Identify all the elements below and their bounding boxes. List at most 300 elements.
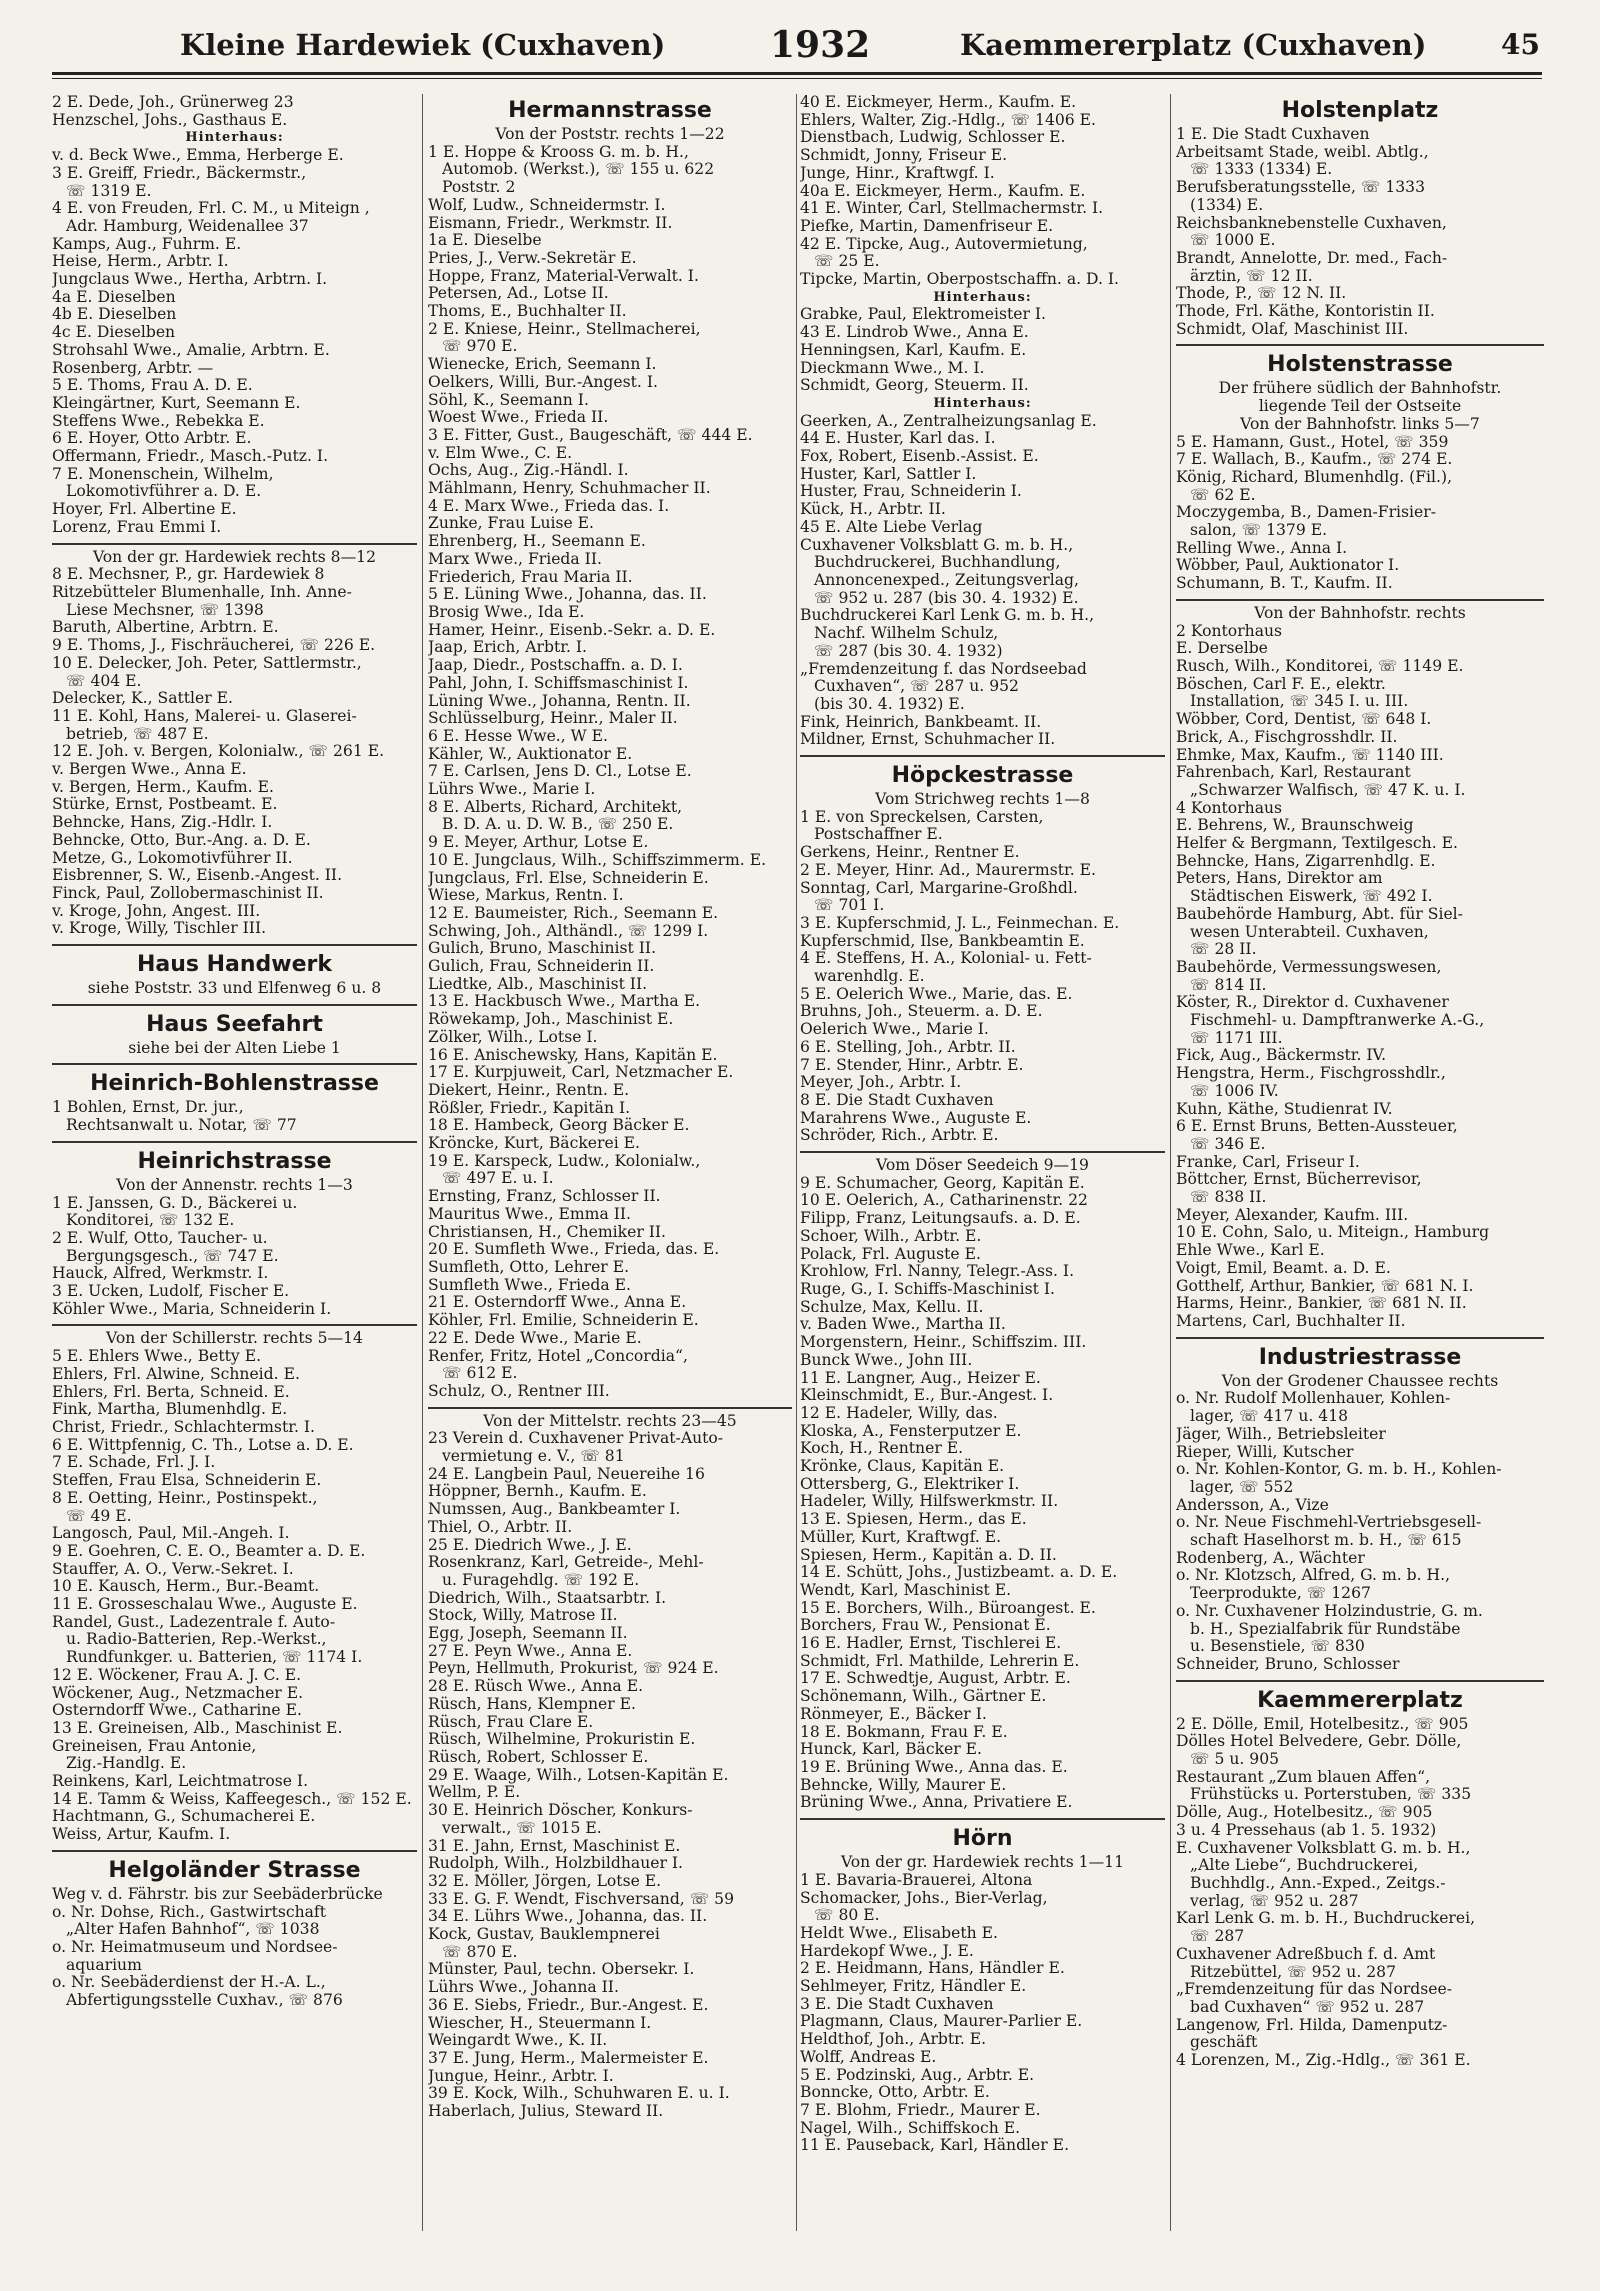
directory-entry: Fick, Aug., Bäckermstr. IV. <box>1176 1047 1387 1065</box>
directory-entry: ☏ 701 I. <box>814 897 885 915</box>
street-range-note: Von der Bahnhofstr. rechts <box>1254 604 1466 622</box>
directory-entry: Köhler, Frl. Emilie, Schneiderin E. <box>428 1312 699 1330</box>
directory-entry: Diekert, Heinr., Rentn. E. <box>428 1081 630 1099</box>
directory-entry: ☏ 287 (bis 30. 4. 1932) <box>814 642 1003 660</box>
directory-entry: Helfer & Bergmann, Textilgesch. E. <box>1176 835 1458 853</box>
directory-entry: ☏ 287 <box>1190 1928 1245 1946</box>
directory-entry: 27 E. Peyn Wwe., Anna E. <box>428 1642 633 1660</box>
directory-entry: 7 E. Carlsen, Jens D. Cl., Lotse E. <box>428 763 692 781</box>
directory-entry: Thode, P., ☏ 12 N. II. <box>1176 285 1347 303</box>
directory-entry: 12 E. Hadeler, Willy, das. <box>800 1404 998 1422</box>
directory-entry: Automob. (Werkst.), ☏ 155 u. 622 <box>442 161 715 179</box>
directory-entry: Ehrenberg, H., Seemann E. <box>428 533 646 551</box>
directory-entry: Meyer, Joh., Arbtr. I. <box>800 1074 962 1092</box>
street-heading: Industriestrasse <box>1258 1344 1462 1370</box>
directory-entry: 19 E. Karspeck, Ludw., Kolonialw., <box>428 1152 701 1170</box>
directory-entry: 21 E. Osterndorff Wwe., Anna E. <box>428 1294 687 1312</box>
directory-entry: v. Bergen Wwe., Anna E. <box>52 761 247 779</box>
directory-entry: Wiese, Markus, Rentn. I. <box>428 887 624 905</box>
directory-entry: 25 E. Diedrich Wwe., J. E. <box>428 1536 632 1554</box>
directory-entry: Weingardt Wwe., K. II. <box>428 2032 608 2050</box>
directory-entry: Schönemann, Wilh., Gärtner E. <box>800 1688 1047 1706</box>
directory-entry: Zölker, Wilh., Lotse I. <box>428 1028 598 1046</box>
directory-entry: Arbeitsamt Stade, weibl. Abtlg., <box>1176 143 1429 161</box>
directory-entry: Cuxhavener Adreßbuch f. d. Amt <box>1176 1945 1436 1963</box>
directory-entry: Morgenstern, Heinr., Schiffszim. III. <box>800 1334 1087 1352</box>
directory-entry: Delecker, K., Sattler E. <box>52 690 234 708</box>
directory-entry: Brick, A., Fischgrosshdlr. II. <box>1176 728 1398 746</box>
directory-entry: v. Baden Wwe., Martha II. <box>800 1316 1006 1334</box>
directory-entry: 14 E. Tamm & Weiss, Kaffeegesch., ☏ 152 E. <box>52 1790 412 1808</box>
directory-entry: vermietung e. V., ☏ 81 <box>442 1448 625 1466</box>
directory-entry: 1 E. Die Stadt Cuxhaven <box>1176 126 1370 143</box>
directory-entry: Fahrenbach, Karl, Restaurant <box>1176 764 1411 782</box>
directory-entry: ☏ 612 E. <box>442 1365 518 1383</box>
directory-entry: Sehlmeyer, Fritz, Händler E. <box>800 1978 1027 1996</box>
directory-entry: Langosch, Paul, Mil.-Angeh. I. <box>52 1525 290 1543</box>
directory-entry: 15 E. Borchers, Wilh., Büroangest. E. <box>800 1599 1096 1617</box>
directory-entry: 23 Verein d. Cuxhavener Privat-Auto- <box>428 1430 724 1448</box>
directory-entry: Dienstbach, Ludwig, Schlosser E. <box>800 129 1066 147</box>
section-rule <box>52 1850 417 1852</box>
directory-entry: 3 E. Die Stadt Cuxhaven <box>800 1995 994 2013</box>
directory-entry: 37 E. Jung, Herm., Malermeister E. <box>428 2049 709 2067</box>
directory-entry: Ehlers, Frl. Berta, Schneid. E. <box>52 1383 290 1401</box>
directory-entry: Rusch, Wilh., Konditorei, ☏ 1149 E. <box>1176 657 1464 675</box>
directory-entry: Rüsch, Robert, Schlosser E. <box>428 1748 649 1766</box>
directory-entry: Schmidt, Jonny, Friseur E. <box>800 147 1008 165</box>
directory-entry: 7 E. Monenschein, Wilhelm, <box>52 465 274 483</box>
directory-entry: Mählmann, Henry, Schuhmacher II. <box>428 480 711 498</box>
directory-entry: 2 E. Wulf, Otto, Taucher- u. <box>52 1229 268 1247</box>
directory-entry: Behncke, Hans, Zig.-Hdlr. I. <box>52 814 273 832</box>
directory-entry: 9 E. Meyer, Arthur, Lotse E. <box>428 834 649 852</box>
directory-entry: ☏ 1319 E. <box>66 182 152 200</box>
directory-entry: lager, ☏ 417 u. 418 <box>1190 1408 1349 1426</box>
directory-entry: Hardekopf Wwe., J. E. <box>800 1942 974 1960</box>
directory-entry: v. Kroge, Willy, Tischler III. <box>52 920 267 938</box>
directory-entry: 3 u. 4 Pressehaus (ab 1. 5. 1932) <box>1176 1821 1437 1839</box>
directory-entry: Buchhdlg., Ann.-Exped., Zeitgs.- <box>1190 1874 1446 1892</box>
directory-entry: ☏ 49 E. <box>66 1507 132 1525</box>
directory-entry: 1 E. Hoppe & Krooss G. m. b. H., <box>428 143 689 161</box>
directory-entry: 30 E. Heinrich Döscher, Konkurs- <box>428 1802 693 1820</box>
directory-entry: Polack, Frl. Auguste E. <box>800 1245 981 1263</box>
directory-entry: Steffen, Frau Elsa, Schneiderin E. <box>52 1472 322 1490</box>
directory-entry: 1 E. Bavaria-Brauerei, Altona <box>800 1871 1033 1889</box>
section-rule <box>52 1063 417 1065</box>
directory-entry: (bis 30. 4. 1932) E. <box>814 695 965 713</box>
directory-entry: 45 E. Alte Liebe Verlag <box>800 518 983 536</box>
directory-entry: Ochs, Aug., Zig.-Händl. I. <box>428 462 629 480</box>
street-range-note: Von der Poststr. rechts 1—22 <box>495 126 725 143</box>
directory-entry: Heldt Wwe., Elisabeth E. <box>800 1924 998 1942</box>
directory-entry: o. Nr. Seebäderdienst der H.-A. L., <box>52 1974 326 1992</box>
section-rule <box>800 755 1165 757</box>
street-range-note: Von der Grodener Chaussee rechts <box>1221 1372 1499 1390</box>
directory-entry: Ritzebütteler Blumenhalle, Inh. Anne- <box>52 583 352 601</box>
directory-entry: Christ, Friedr., Schlachtermstr. I. <box>52 1419 315 1436</box>
directory-entry: ☏ 62 E. <box>1190 486 1256 504</box>
directory-entry: Lührs Wwe., Johanna II. <box>428 1979 619 1997</box>
directory-entry: Brandt, Annelotte, Dr. med., Fach- <box>1176 249 1448 267</box>
directory-entry: 40a E. Eickmeyer, Herm., Kaufm. E. <box>800 182 1086 200</box>
directory-entry: Harms, Heinr., Bankier, ☏ 681 N. II. <box>1176 1295 1467 1313</box>
directory-entry: Kamps, Aug., Fuhrm. E. <box>52 235 242 253</box>
directory-entry: Ernsting, Franz, Schlosser II. <box>428 1188 661 1206</box>
directory-entry: 2 E. Meyer, Hinr. Ad., Maurermstr. E. <box>800 861 1096 879</box>
directory-entry: 41 E. Winter, Carl, Stellmachermstr. I. <box>800 200 1104 218</box>
directory-entry: Grabke, Paul, Elektromeister I. <box>800 306 1046 324</box>
street-heading: Heinrich-Bohlenstrasse <box>90 1071 379 1097</box>
directory-entry: v. d. Beck Wwe., Emma, Herberge E. <box>52 147 344 165</box>
directory-entry: Huster, Karl, Sattler I. <box>800 465 977 483</box>
directory-entry: Gulich, Bruno, Maschinist II. <box>428 940 657 958</box>
section-rule <box>428 1407 792 1409</box>
directory-entry: Tipcke, Martin, Oberpostschaffn. a. D. I. <box>800 271 1120 289</box>
street-heading: Haus Seefahrt <box>146 1011 323 1037</box>
directory-entry: Randel, Gust., Ladezentrale f. Auto- <box>52 1613 336 1631</box>
directory-entry: Sumfleth Wwe., Frieda E. <box>428 1276 631 1294</box>
directory-entry: Stürke, Ernst, Postbeamt. E. <box>52 796 278 814</box>
subheading: Hinterhaus: <box>933 289 1032 305</box>
directory-entry: Eisbrenner, S. W., Eisenb.-Angest. II. <box>52 867 343 885</box>
directory-entry: Dieckmann Wwe., M. I. <box>800 359 985 377</box>
column-divider <box>1170 94 1171 2231</box>
directory-entry: 39 E. Kock, Wilh., Schuhwaren E. u. I. <box>428 2085 730 2103</box>
directory-entry: Hunck, Karl, Bäcker E. <box>800 1741 983 1759</box>
directory-entry: Meyer, Alexander, Kaufm. III. <box>1176 1206 1409 1224</box>
directory-entry: Fischmehl- u. Dampftranwerke A.-G., <box>1190 1012 1485 1030</box>
directory-entry: Schoer, Wilh., Arbtr. E. <box>800 1227 982 1245</box>
directory-entry: Jaap, Diedr., Postschaffn. a. D. I. <box>428 657 683 675</box>
directory-entry: Teerprodukte, ☏ 1267 <box>1190 1585 1371 1603</box>
directory-entry: Liese Mechsner, ☏ 1398 <box>66 601 264 619</box>
directory-entry: 14 E. Schütt, Johs., Justizbeamt. a. D. E. <box>800 1564 1118 1582</box>
directory-entry: Karl Lenk G. m. b. H., Buchdruckerei, <box>1176 1910 1476 1928</box>
street-heading: Kaemmererplatz <box>1257 1687 1463 1713</box>
directory-entry: betrieb, ☏ 487 E. <box>66 725 209 743</box>
directory-entry: 6 E. Stelling, Joh., Arbtr. II. <box>800 1038 1016 1056</box>
subheading: Hinterhaus: <box>933 395 1032 411</box>
directory-entry: 3 E. Ucken, Ludolf, Fischer E. <box>52 1283 290 1301</box>
directory-entry: Hengstra, Herm., Fischgrosshdlr., <box>1176 1065 1446 1083</box>
directory-entry: warenhdlg. E. <box>814 968 925 986</box>
directory-entry: Jungclaus Wwe., Hertha, Arbtrn. I. <box>52 271 328 289</box>
directory-entry: 18 E. Hambeck, Georg Bäcker E. <box>428 1117 690 1135</box>
column-1 <box>52 94 417 2231</box>
directory-entry: 6 E. Wittpfennig, C. Th., Lotse a. D. E. <box>52 1436 354 1454</box>
section-rule <box>1176 599 1544 601</box>
directory-entry: Schmidt, Olaf, Maschinist III. <box>1176 320 1409 338</box>
directory-entry: Rosenberg, Arbtr. — <box>52 359 214 377</box>
header-rule-thin <box>52 78 1542 79</box>
section-rule <box>52 1141 417 1143</box>
directory-entry: Voigt, Emil, Beamt. a. D. E. <box>1176 1259 1391 1277</box>
directory-entry: Rudolph, Wilh., Holzbildhauer I. <box>428 1855 683 1873</box>
directory-entry: Woest Wwe., Frieda II. <box>428 409 609 427</box>
directory-entry: E. Behrens, W., Braunschweig <box>1176 817 1414 835</box>
directory-entry: Ehlers, Frl. Alwine, Schneid. E. <box>52 1365 300 1383</box>
directory-entry: Gulich, Frau, Schneiderin II. <box>428 958 655 976</box>
directory-entry: König, Richard, Blumenhdlg. (Fil.), <box>1176 468 1453 486</box>
directory-entry: Lüning Wwe., Johanna, Rentn. II. <box>428 692 691 710</box>
directory-entry: u. Radio-Batterien, Rep.-Werkst., <box>66 1631 327 1649</box>
directory-entry: Finck, Paul, Zollobermaschinist II. <box>52 884 324 902</box>
directory-entry: 19 E. Brüning Wwe., Anna das. E. <box>800 1758 1068 1776</box>
directory-entry: Andersson, A., Vize <box>1176 1496 1329 1514</box>
section-rule <box>52 1324 417 1326</box>
directory-entry: Röwekamp, Joh., Maschinist E. <box>428 1011 674 1029</box>
directory-entry: 3 E. Fitter, Gust., Baugeschäft, ☏ 444 E. <box>428 426 753 444</box>
directory-entry: 42 E. Tipcke, Aug., Autovermietung, <box>800 235 1088 253</box>
directory-entry: 36 E. Siebs, Friedr., Bur.-Angest. E. <box>428 1996 709 2014</box>
directory-entry: Pahl, John, I. Schiffsmaschinist I. <box>428 674 689 692</box>
directory-entry: 11 E. Grosseschalau Wwe., Auguste E. <box>52 1596 358 1614</box>
directory-entry: Liedtke, Alb., Maschinist II. <box>428 975 648 993</box>
street-range-note: Von der Annenstr. rechts 1—3 <box>116 1176 353 1194</box>
directory-entry: o. Nr. Rudolf Mollenhauer, Kohlen- <box>1176 1390 1451 1408</box>
directory-entry: Oelkers, Willi, Bur.-Angest. I. <box>428 373 658 391</box>
directory-entry: 11 E. Pauseback, Karl, Händler E. <box>800 2137 1070 2155</box>
directory-entry: Zig.-Handlg. E. <box>66 1755 187 1773</box>
directory-entry: Schumann, B. T., Kaufm. II. <box>1176 575 1393 593</box>
directory-entry: Heldthof, Joh., Arbtr. E. <box>800 2031 987 2049</box>
directory-entry: Lorenz, Frau Emmi I. <box>52 518 222 536</box>
directory-entry: 11 E. Kohl, Hans, Malerei- u. Glaserei- <box>52 707 357 725</box>
directory-entry: 9 E. Thoms, J., Fischräucherei, ☏ 226 E. <box>52 637 376 655</box>
section-rule <box>52 543 417 545</box>
directory-entry: bad Cuxhaven“ ☏ 952 u. 287 <box>1190 1998 1425 2016</box>
directory-entry: 10 E. Cohn, Salo, u. Miteign., Hamburg <box>1176 1224 1490 1242</box>
directory-entry: Schulze, Max, Kellu. II. <box>800 1298 984 1316</box>
directory-entry: ☏ 80 E. <box>814 1907 880 1925</box>
directory-entry: Greineisen, Frau Antonie, <box>52 1737 257 1755</box>
directory-entry: Krönke, Claus, Kapitän E. <box>800 1458 1005 1476</box>
directory-entry: verlag, ☏ 952 u. 287 <box>1190 1892 1359 1910</box>
directory-entry: ☏ 28 II. <box>1190 941 1257 959</box>
directory-entry: ☏ 1000 E. <box>1190 232 1276 250</box>
directory-entry: o. Nr. Kohlen-Kontor, G. m. b. H., Kohlen- <box>1176 1461 1502 1479</box>
directory-entry: Reinkens, Karl, Leichtmatrose I. <box>52 1773 309 1791</box>
directory-entry: Dölles Hotel Belvedere, Gebr. Dölle, <box>1176 1733 1462 1751</box>
street-range-note: Von der Bahnhofstr. links 5—7 <box>1240 415 1480 433</box>
directory-entry: Abfertigungsstelle Cuxhav., ☏ 876 <box>66 1992 343 2010</box>
directory-entry: Rüsch, Frau Clare E. <box>428 1713 594 1731</box>
directory-entry: Metze, G., Lokomotivführer II. <box>52 849 293 867</box>
directory-entry: 9 E. Goehren, C. E. O., Beamter a. D. E. <box>52 1542 366 1560</box>
directory-entry: u. Besenstiele, ☏ 830 <box>1190 1638 1365 1656</box>
directory-entry: Böttcher, Ernst, Bücherrevisor, <box>1176 1171 1422 1189</box>
directory-entry: Ehle Wwe., Karl E. <box>1176 1242 1325 1260</box>
directory-entry: ☏ 1333 (1334) E. <box>1190 161 1333 179</box>
directory-entry: Kück, H., Arbtr. II. <box>800 501 946 519</box>
directory-entry: Hachtmann, G., Schumacherei E. <box>52 1808 316 1826</box>
directory-entry: Postschaffner E. <box>814 826 943 844</box>
directory-entry: 8 E. Oetting, Heinr., Postinspekt., <box>52 1489 318 1507</box>
directory-entry: 10 E. Kausch, Herm., Bur.-Beamt. <box>52 1578 320 1596</box>
directory-entry: Renfer, Fritz, Hotel „Concordia“, <box>428 1347 688 1365</box>
directory-entry: 16 E. Anischewsky, Hans, Kapitän E. <box>428 1046 718 1064</box>
directory-entry: 10 E. Delecker, Joh. Peter, Sattlermstr., <box>52 654 362 672</box>
directory-entry: 44 E. Huster, Karl das. I. <box>800 430 996 448</box>
directory-entry: 2 E. Dede, Joh., Grünerweg 23 <box>52 94 294 111</box>
directory-entry: Krohlow, Frl. Nanny, Telegr.-Ass. I. <box>800 1263 1075 1281</box>
directory-entry: Schröder, Rich., Arbtr. E. <box>800 1127 999 1145</box>
directory-entry: 8 E. Alberts, Richard, Architekt, <box>428 798 683 816</box>
directory-entry: Söhl, K., Seemann I. <box>428 391 589 409</box>
directory-entry: Behncke, Hans, Zigarrenhdlg. E. <box>1176 852 1436 870</box>
directory-entry: 4 Kontorhaus <box>1176 799 1283 817</box>
directory-entry: Huster, Frau, Schneiderin I. <box>800 483 1022 501</box>
directory-entry: 31 E. Jahn, Ernst, Maschinist E. <box>428 1837 681 1855</box>
directory-entry: Geerken, A., Zentralheizungsanlag E. <box>800 412 1097 430</box>
directory-entry: ☏ 1171 III. <box>1190 1029 1283 1047</box>
directory-entry: Rönmeyer, E., Bäcker I. <box>800 1705 987 1723</box>
directory-entry: 2 E. Dölle, Emil, Hotelbesitz., ☏ 905 <box>1176 1715 1469 1733</box>
directory-entry: Oelerich Wwe., Marie I. <box>800 1021 989 1039</box>
directory-entry: Cuxhavener Volksblatt G. m. b. H., <box>800 536 1074 554</box>
directory-entry: geschäft <box>1190 2034 1258 2052</box>
directory-entry: Bonncke, Otto, Arbtr. E. <box>800 2084 990 2102</box>
directory-entry: Fox, Robert, Eisenb.-Assist. E. <box>800 448 1039 466</box>
directory-entry: Pries, J., Verw.-Sekretär E. <box>428 249 637 267</box>
directory-entry: 5 E. Ehlers Wwe., Betty E. <box>52 1348 262 1366</box>
directory-entry: Köster, R., Direktor d. Cuxhavener <box>1176 994 1449 1012</box>
directory-entry: Kähler, W., Auktionator E. <box>428 745 633 763</box>
directory-entry: Münster, Paul, techn. Obersekr. I. <box>428 1961 695 1979</box>
directory-entry: Annoncenexped., Zeitungsverlag, <box>814 571 1079 589</box>
street-range-note: Von der Schillerstr. rechts 5—14 <box>106 1330 363 1348</box>
directory-entry: 33 E. G. F. Wendt, Fischversand, ☏ 59 <box>428 1890 735 1908</box>
street-range-note: Vom Döser Seedeich 9—19 <box>876 1157 1089 1175</box>
directory-entry: Langenow, Frl. Hilda, Damenputz- <box>1176 2016 1448 2034</box>
directory-entry: Hadeler, Willy, Hilfswerkmstr. II. <box>800 1493 1059 1511</box>
directory-entry: 43 E. Lindrob Wwe., Anna E. <box>800 324 1029 342</box>
directory-entry: Rechtsanwalt u. Notar, ☏ 77 <box>66 1117 297 1135</box>
directory-entry: salon, ☏ 1379 E. <box>1190 522 1328 540</box>
directory-entry: b. H., Spezialfabrik für Rundstäbe <box>1190 1620 1461 1638</box>
directory-entry: 1 Bohlen, Ernst, Dr. jur., <box>52 1099 244 1117</box>
directory-entry: Numssen, Aug., Bankbeamter I. <box>428 1501 681 1519</box>
directory-entry: Strohsahl Wwe., Amalie, Arbtrn. E. <box>52 341 330 359</box>
directory-entry: Rodenberg, A., Wächter <box>1176 1549 1365 1567</box>
directory-entry: Dölle, Aug., Hotelbesitz., ☏ 905 <box>1176 1804 1433 1822</box>
directory-entry: Henningsen, Karl, Kaufm. E. <box>800 341 1027 359</box>
directory-entry: Diedrich, Wilh., Staatsarbtr. I. <box>428 1589 667 1607</box>
directory-entry: Gerkens, Heinr., Rentner E. <box>800 844 1020 862</box>
section-rule <box>800 1151 1165 1153</box>
street-range-note: Von der gr. Hardewiek rechts 8—12 <box>92 548 377 566</box>
directory-entry: Heise, Herm., Arbtr. I. <box>52 253 229 271</box>
directory-entry: Borchers, Frau W., Pensionat E. <box>800 1617 1051 1635</box>
directory-entry: Eismann, Friedr., Werkmstr. II. <box>428 214 673 232</box>
directory-entry: 20 E. Sumfleth Wwe., Frieda, das. E. <box>428 1241 720 1259</box>
column-2 <box>428 94 792 2231</box>
directory-entry: Gotthelf, Arthur, Bankier, ☏ 681 N. I. <box>1176 1277 1474 1295</box>
directory-entry: Buchdruckerei, Buchhandlung, <box>814 554 1061 572</box>
directory-entry: Jäger, Wilh., Betriebsleiter <box>1176 1425 1386 1443</box>
directory-entry: Steffens Wwe., Rebekka E. <box>52 412 265 430</box>
directory-entry: Schlüsselburg, Heinr., Maler II. <box>428 710 678 728</box>
directory-entry: ☏ 404 E. <box>66 672 142 690</box>
directory-entry: lager, ☏ 552 <box>1190 1478 1294 1496</box>
directory-entry: ☏ 346 E. <box>1190 1135 1266 1153</box>
directory-entry: ☏ 838 II. <box>1190 1189 1267 1207</box>
directory-entry: 32 E. Möller, Jörgen, Lotse E. <box>428 1872 662 1890</box>
directory-entry: Konditorei, ☏ 132 E. <box>66 1212 235 1230</box>
directory-entry: Berufsberatungsstelle, ☏ 1333 <box>1176 179 1426 197</box>
directory-entry: Haberlach, Julius, Steward II. <box>428 2103 664 2121</box>
directory-entry: Fink, Martha, Blumenhdlg. E. <box>52 1401 288 1419</box>
directory-entry: Relling Wwe., Anna I. <box>1176 539 1348 557</box>
directory-entry: Osterndorff Wwe., Catharine E. <box>52 1702 302 1720</box>
directory-entry: Bergungsgesch., ☏ 747 E. <box>66 1247 279 1265</box>
directory-entry: 4 Lorenzen, M., Zig.-Hdlg., ☏ 361 E. <box>1176 2052 1471 2070</box>
directory-entry: Henzschel, Johs., Gasthaus E. <box>52 111 288 129</box>
directory-entry: Rüsch, Wilhelmine, Prokuristin E. <box>428 1731 696 1749</box>
directory-entry: Marx Wwe., Frieda II. <box>428 550 602 568</box>
column-3 <box>800 94 1165 2231</box>
directory-entry: Baubehörde Hamburg, Abt. für Siel- <box>1176 905 1463 923</box>
directory-entry: „Alter Hafen Bahnhof“, ☏ 1038 <box>66 1921 320 1939</box>
directory-entry: 6 E. Hesse Wwe., W E. <box>428 727 608 745</box>
directory-entry: 5 E. Thoms, Frau A. D. E. <box>52 377 253 395</box>
directory-entry: Schwing, Joh., Althändl., ☏ 1299 I. <box>428 922 709 940</box>
street-heading: Hörn <box>952 1826 1013 1852</box>
directory-entry: o. Nr. Dohse, Rich., Gastwirtschaft <box>52 1903 326 1921</box>
directory-entry: ☏ 497 E. u. I. <box>442 1170 554 1188</box>
directory-entry: Restaurant „Zum blauen Affen“, <box>1176 1768 1431 1786</box>
directory-entry: ☏ 970 E. <box>442 338 518 356</box>
right-running-title: Kaemmererplatz (Cuxhaven) <box>960 28 1427 62</box>
directory-entry: ☏ 1006 IV. <box>1190 1082 1279 1100</box>
directory-entry: Stock, Willy, Matrose II. <box>428 1607 618 1625</box>
directory-entry: Hauck, Alfred, Werkmstr. I. <box>52 1265 269 1283</box>
section-rule <box>1176 1337 1544 1339</box>
directory-entry: Sumfleth, Otto, Lehrer E. <box>428 1259 630 1276</box>
street-heading: Helgoländer Strasse <box>108 1857 361 1883</box>
section-rule <box>52 944 417 946</box>
directory-entry: Behncke, Otto, Bur.-Ang. a. D. E. <box>52 831 311 849</box>
directory-entry: Ruge, G., I. Schiffs-Maschinist I. <box>800 1281 1055 1298</box>
directory-entry: Bruhns, Joh., Steuerm. a. D. E. <box>800 1003 1043 1021</box>
directory-entry: Bunck Wwe., John III. <box>800 1351 973 1369</box>
directory-entry: Rüsch, Hans, Klempner E. <box>428 1695 636 1713</box>
directory-entry: Kock, Gustav, Bauklempnerei <box>428 1926 660 1944</box>
directory-entry: Moczygemba, B., Damen-Frisier- <box>1176 504 1436 522</box>
directory-entry: E. Derselbe <box>1176 640 1268 658</box>
street-range-note: Der frühere südlich der Bahnhofstr. <box>1218 380 1502 398</box>
directory-entry: „Fremdenzeitung für das Nordsee- <box>1176 1981 1453 1999</box>
directory-entry: 12 E. Baumeister, Rich., Seemann E. <box>428 904 719 922</box>
directory-entry: 7 E. Blohm, Friedr., Maurer E. <box>800 2101 1041 2119</box>
street-heading: Höpckestrasse <box>891 763 1074 789</box>
directory-entry: Schmidt, Frl. Mathilde, Lehrerin E. <box>800 1652 1080 1670</box>
directory-entry: 34 E. Lührs Wwe., Johanna, das. II. <box>428 1908 708 1926</box>
directory-entry: 1a E. Dieselbe <box>428 232 542 250</box>
directory-entry: Rosenkranz, Karl, Getreide-, Mehl- <box>428 1554 704 1572</box>
directory-entry: 4 E. von Freuden, Frl. C. M., u Miteign , <box>52 200 370 218</box>
directory-entry: 40 E. Eickmeyer, Herm., Kaufm. E. <box>800 94 1077 111</box>
directory-entry: Lokomotivführer a. D. E. <box>66 483 262 501</box>
directory-entry: 4 E. Marx Wwe., Frieda das. I. <box>428 497 670 515</box>
directory-entry: Städtischen Eiswerk, ☏ 492 I. <box>1190 888 1433 906</box>
section-rule <box>1176 344 1544 346</box>
directory-entry: Poststr. 2 <box>442 179 516 197</box>
directory-entry: Jungclaus, Frl. Else, Schneiderin E. <box>428 869 709 887</box>
directory-entry: Kuhn, Käthe, Studienrat IV. <box>1176 1100 1393 1118</box>
